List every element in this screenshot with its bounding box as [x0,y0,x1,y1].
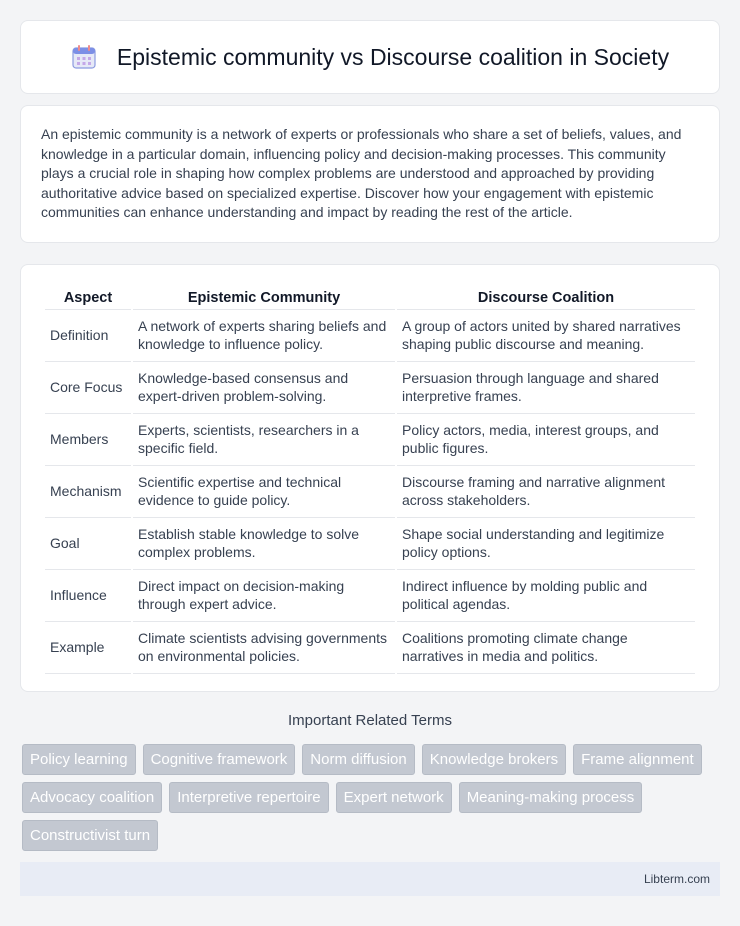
tag-cognitive-framework[interactable]: Cognitive framework [143,744,296,775]
tag-interpretive-repertoire[interactable]: Interpretive repertoire [169,782,328,813]
row-discourse: Discourse framing and narrative alignment across stakeholders. [397,466,695,518]
related-terms-heading: Important Related Terms [288,712,452,729]
tag-advocacy-coalition[interactable]: Advocacy coalition [22,782,162,813]
row-discourse: Policy actors, media, interest groups, and public figures. [397,414,695,466]
row-discourse: Indirect influence by molding public and political agendas. [397,570,695,622]
row-discourse: Coalitions promoting climate change narratives in media and politics. [397,622,695,674]
table-row [45,570,695,622]
page-title: Epistemic community vs Discourse coalition in Society [116,43,670,70]
tag-expert-network[interactable]: Expert network [336,782,452,813]
calendar-grid-icon [71,44,97,70]
header-discourse-coalition: Discourse Coalition [397,283,695,310]
footer-site-link[interactable]: Libterm.com [643,872,710,886]
table-row [45,414,695,466]
intro-paragraph: An epistemic community is a network of experts or professionals who share a set of beliefs, values, and knowledge in a particular domain, influencing policy and decision-making processes. This community plays a crucial role in shaping how complex problems are understood and approached by providing authoritative advice based on specialized expertise. Discover how your engagement with epistemic communities can enhance understanding and impact by reading the rest of the article. [41,126,682,221]
tag-constructivist-turn[interactable]: Constructivist turn [22,820,158,851]
row-epistemic: Scientific expertise and technical evidence to guide policy. [133,466,395,518]
table-row [45,622,695,674]
footer [20,862,720,896]
row-aspect: Mechanism [45,466,131,518]
table-row [45,362,695,414]
row-aspect: Core Focus [45,362,131,414]
row-aspect: Members [45,414,131,466]
row-epistemic: Direct impact on decision-making through expert advice. [133,570,395,622]
row-aspect: Definition [45,310,131,362]
table-row [45,518,695,570]
row-discourse: Persuasion through language and shared interpretive frames. [397,362,695,414]
tag-meaning-making-process[interactable]: Meaning-making process [459,782,643,813]
row-epistemic: Experts, scientists, researchers in a specific field. [133,414,395,466]
related-terms-list [22,744,722,858]
comparison-card [20,264,720,692]
tag-frame-alignment[interactable]: Frame alignment [573,744,702,775]
row-epistemic: A network of experts sharing beliefs and knowledge to influence policy. [133,310,395,362]
table-header-row [45,283,695,310]
title-card [20,20,720,94]
intro-card [20,105,720,243]
row-epistemic: Knowledge-based consensus and expert-driven problem-solving. [133,362,395,414]
table-row [45,310,695,362]
tag-knowledge-brokers[interactable]: Knowledge brokers [422,744,566,775]
tag-norm-diffusion[interactable]: Norm diffusion [302,744,414,775]
row-discourse: A group of actors united by shared narratives shaping public discourse and meaning. [397,310,695,362]
header-aspect: Aspect [45,283,131,310]
row-aspect: Goal [45,518,131,570]
row-aspect: Influence [45,570,131,622]
row-epistemic: Establish stable knowledge to solve complex problems. [133,518,395,570]
table-row [45,466,695,518]
row-aspect: Example [45,622,131,674]
row-epistemic: Climate scientists advising governments on environmental policies. [133,622,395,674]
row-discourse: Shape social understanding and legitimize policy options. [397,518,695,570]
tag-policy-learning[interactable]: Policy learning [22,744,136,775]
comparison-table [43,283,697,674]
header-epistemic-community: Epistemic Community [133,283,395,310]
